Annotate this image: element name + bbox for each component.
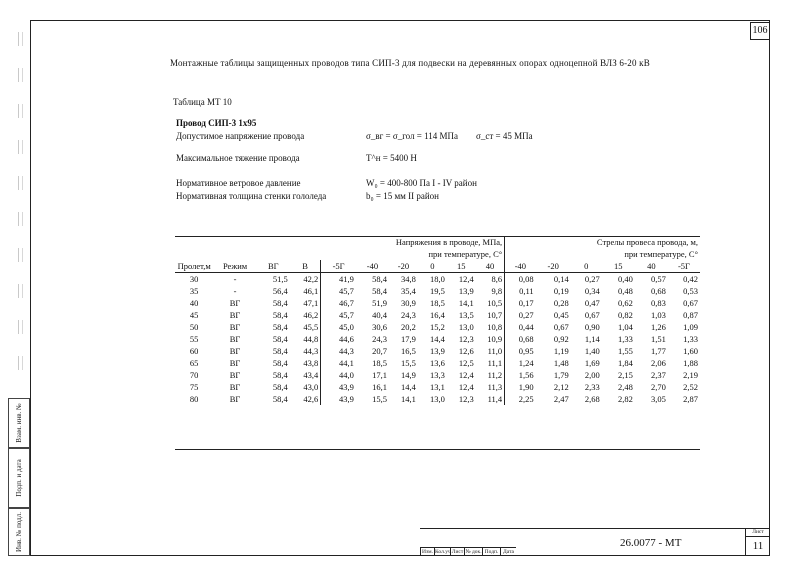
- table-cell: 20,2: [401, 322, 416, 332]
- table-cell: 13,9: [429, 346, 445, 356]
- faint-mark: [18, 32, 23, 46]
- table-cell: 40: [189, 298, 199, 308]
- table-cell: 11,4: [476, 393, 505, 405]
- table-cell: 13,0: [429, 394, 445, 404]
- column-header: 0: [418, 260, 447, 273]
- table-cell: 2,00: [584, 370, 600, 380]
- table-cell: 43,0: [290, 381, 321, 393]
- table-cell: 1,60: [683, 346, 698, 356]
- faint-mark: [18, 140, 23, 154]
- wire-label: Провод СИП-3 1х95: [176, 118, 257, 128]
- table-cell: 0,68: [651, 286, 666, 296]
- table-cell: 16,1: [372, 382, 387, 392]
- table-cell: 1,09: [683, 322, 698, 332]
- tension-group-heading-1: Напряжения в проводе, МПа,: [175, 236, 505, 248]
- table-cell: 58,4: [272, 346, 288, 356]
- table-cell: 80: [189, 394, 199, 404]
- table-cell: 43,4: [290, 369, 321, 381]
- table-cell: 58,4: [272, 394, 288, 404]
- table-cell: 42,6: [290, 393, 321, 405]
- table-cell: 34,8: [401, 274, 416, 284]
- sag-group-heading-1: Стрелы провеса провода, м,: [596, 237, 698, 247]
- column-header: 0: [571, 260, 602, 273]
- table-cell: 1,40: [584, 346, 600, 356]
- allowed-stress-value: σ_вг = σ_гол = 114 МПа: [366, 131, 459, 141]
- sheet-label: Лист: [746, 528, 770, 537]
- table-cell: ВГ: [229, 394, 241, 404]
- header-group-row-1: [175, 236, 700, 248]
- table-cell: 2,06: [651, 358, 666, 368]
- table-cell: 0,92: [553, 334, 569, 344]
- table-cell: 41,9: [339, 274, 354, 284]
- table-cell: 16,4: [429, 310, 445, 320]
- faint-mark: [18, 356, 23, 370]
- stamp-cell: Лист: [451, 549, 464, 555]
- table-cell: 12,6: [458, 346, 474, 356]
- table-cell: 55: [189, 334, 199, 344]
- ice-label: Нормативная толщина стенки гололеда: [176, 191, 327, 201]
- table-cell: 15,5: [401, 358, 416, 368]
- table-cell: 30,9: [401, 298, 416, 308]
- table-cell: 44,8: [290, 333, 321, 345]
- table-cell: 35,4: [401, 286, 416, 296]
- table-cell: ВГ: [229, 358, 241, 368]
- table-cell: ВГ: [229, 370, 241, 380]
- table-cell: 10,9: [476, 333, 505, 345]
- table-cell: 0,95: [518, 346, 534, 356]
- table-cell: 44,1: [339, 358, 354, 368]
- table-cell: 1,14: [584, 334, 600, 344]
- table-cell: 12,4: [458, 382, 474, 392]
- table-cell: 51,5: [272, 274, 288, 284]
- table-cell: 24,3: [401, 310, 416, 320]
- table-cell: 0,87: [683, 310, 698, 320]
- column-header: В: [290, 260, 321, 273]
- table-cell: 0,17: [518, 298, 534, 308]
- table-body: [175, 273, 700, 406]
- table-cell: 51,9: [372, 298, 387, 308]
- table-cell: ВГ: [229, 310, 241, 320]
- table-cell: 15,2: [429, 322, 445, 332]
- table-cell: 1,69: [584, 358, 600, 368]
- table-cell: 45,7: [339, 286, 354, 296]
- table-cell: ВГ: [229, 346, 241, 356]
- table-cell: 3,05: [651, 394, 666, 404]
- table-cell: 1,03: [651, 310, 666, 320]
- table-cell: 12,3: [458, 394, 474, 404]
- sheet-number: 11: [752, 540, 764, 552]
- faint-mark: [18, 320, 23, 334]
- faint-mark: [18, 176, 23, 190]
- faint-mark: [18, 104, 23, 118]
- table-cell: 58,4: [272, 370, 288, 380]
- table-cell: 40,4: [372, 310, 387, 320]
- faint-mark: [18, 248, 23, 262]
- left-binding-strip: [8, 20, 30, 556]
- table-cell: 0,48: [617, 286, 633, 296]
- table-cell: ВГ: [229, 322, 241, 332]
- strip-cell-sign-date: [8, 448, 30, 508]
- table-cell: 1,19: [553, 346, 569, 356]
- table-cell: 24,3: [372, 334, 387, 344]
- table-cell: 1,04: [617, 322, 633, 332]
- table-cell: 1,79: [553, 370, 569, 380]
- page-number: 106: [750, 22, 770, 40]
- table-row: [175, 345, 700, 357]
- max-tension-value: Т^н = 5400 Н: [366, 153, 417, 163]
- max-tension-label: Максимальное тяжение провода: [176, 153, 300, 163]
- table-cell: 58,4: [272, 298, 288, 308]
- table-cell: 1,51: [651, 334, 666, 344]
- table-cell: 44,6: [339, 334, 354, 344]
- table-cell: 0,45: [553, 310, 569, 320]
- column-header: 40: [635, 260, 668, 273]
- table-cell: 18,5: [372, 358, 387, 368]
- table-cell: 18,0: [429, 274, 445, 284]
- table-cell: 12,4: [458, 370, 474, 380]
- table-cell: 0,83: [651, 298, 666, 308]
- table-cell: 2,82: [617, 394, 633, 404]
- table-cell: 58,4: [272, 358, 288, 368]
- table-cell: 1,26: [651, 322, 666, 332]
- table-cell: 44,0: [339, 370, 354, 380]
- strip-label-inv-orig: Инв. № подл.: [15, 512, 23, 552]
- table-cell: 58,4: [272, 382, 288, 392]
- table-cell: 0,28: [553, 298, 569, 308]
- table-cell: 56,4: [272, 286, 288, 296]
- table-cell: 0,27: [518, 310, 534, 320]
- table-cell: 13,3: [429, 370, 445, 380]
- table-row: [175, 333, 700, 345]
- table-cell: 11,0: [476, 345, 505, 357]
- wind-label: Нормативное ветровое давление: [176, 178, 301, 188]
- table-cell: 0,62: [617, 298, 633, 308]
- stamp-cell: Подп.: [482, 547, 500, 556]
- table-cell: 14,4: [429, 334, 445, 344]
- table-cell: 43,9: [339, 382, 354, 392]
- column-header: -40: [356, 260, 389, 273]
- table-cell: -: [233, 286, 237, 296]
- table-cell: 2,48: [617, 382, 633, 392]
- table-cell: 2,19: [683, 370, 698, 380]
- table-cell: 1,33: [683, 334, 698, 344]
- table-cell: 0,08: [518, 274, 534, 284]
- column-header: 40: [476, 260, 505, 273]
- table-cell: 70: [189, 370, 199, 380]
- table-cell: 60: [189, 346, 199, 356]
- table-cell: 2,33: [584, 382, 600, 392]
- table-row: [175, 285, 700, 297]
- column-header: -5Г: [321, 260, 356, 273]
- table-cell: 58,4: [272, 334, 288, 344]
- table-cell: 30,6: [372, 322, 387, 332]
- table-cell: 13,1: [429, 382, 445, 392]
- table-cell: 0,34: [584, 286, 600, 296]
- table-cell: 2,52: [683, 382, 698, 392]
- table-cell: 75: [189, 382, 199, 392]
- table-cell: 2,25: [518, 394, 534, 404]
- table-cell: 1,90: [518, 382, 534, 392]
- table-cell: 0,68: [518, 334, 534, 344]
- stamp-cell: № док.: [465, 549, 482, 555]
- title-block-stamp: [420, 528, 770, 556]
- table-cell: 14,9: [401, 370, 416, 380]
- table-cell: 1,24: [518, 358, 534, 368]
- table-cell: 58,4: [272, 322, 288, 332]
- table-cell: 11,3: [476, 381, 505, 393]
- column-header: 15: [602, 260, 635, 273]
- table-cell: 2,70: [651, 382, 666, 392]
- table-cell: 12,5: [458, 358, 474, 368]
- table-cell: 0,19: [553, 286, 569, 296]
- table-cell: 13,0: [458, 322, 474, 332]
- faint-mark: [18, 284, 23, 298]
- table-cell: 45: [189, 310, 199, 320]
- table-cell: 15,5: [372, 394, 387, 404]
- table-cell: 0,57: [651, 274, 666, 284]
- faint-mark: [18, 212, 23, 226]
- table-cell: 50: [189, 322, 199, 332]
- table-cell: 45,0: [339, 322, 354, 332]
- table-row: [175, 369, 700, 381]
- table-cell: 30: [189, 274, 199, 284]
- strip-cell-inv-sub: [8, 398, 30, 448]
- strip-label-sign-date: Подп. и дата: [15, 459, 23, 497]
- column-header: ВГ: [257, 260, 290, 273]
- table-cell: 1,48: [553, 358, 569, 368]
- table-cell: 1,88: [683, 358, 698, 368]
- table-cell: 1,84: [617, 358, 633, 368]
- column-header: -40: [505, 260, 536, 273]
- table-cell: 17,9: [401, 334, 416, 344]
- table-cell: 0,47: [584, 298, 600, 308]
- allowed-stress-label: Допустимое напряжение провода: [176, 131, 305, 141]
- table-cell: 58,4: [272, 310, 288, 320]
- table-row: [175, 273, 700, 286]
- table-row: [175, 381, 700, 393]
- stamp-cell: Изм.: [420, 547, 434, 556]
- table-cell: 0,27: [584, 274, 600, 284]
- table-cell: 0,67: [553, 322, 569, 332]
- table-cell: 8,6: [476, 273, 505, 286]
- column-header: 15: [447, 260, 476, 273]
- table-cell: 0,42: [683, 274, 698, 284]
- table-cell: 0,90: [584, 322, 600, 332]
- table-cell: 2,68: [584, 394, 600, 404]
- table-cell: 43,8: [290, 357, 321, 369]
- table-row: [175, 393, 700, 405]
- table-cell: 10,7: [476, 309, 505, 321]
- table-cell: 10,5: [476, 297, 505, 309]
- table-cell: 43,9: [339, 394, 354, 404]
- table-cell: 58,4: [372, 286, 387, 296]
- table-cell: 13,5: [458, 310, 474, 320]
- table-row: [175, 297, 700, 309]
- sag-group-heading-2: при температуре, С°: [624, 249, 698, 259]
- tension-group-heading-2: при температуре, С°: [175, 248, 505, 260]
- table-cell: 1,56: [518, 370, 534, 380]
- table-cell: 19,5: [429, 286, 445, 296]
- table-cell: ВГ: [229, 334, 241, 344]
- table-cell: 0,14: [553, 274, 569, 284]
- table-cell: 0,44: [518, 322, 534, 332]
- table-cell: 17,1: [372, 370, 387, 380]
- ice-value: b₀ = 15 мм II район: [366, 191, 439, 201]
- table-cell: 46,1: [290, 285, 321, 297]
- table-cell: 10,8: [476, 321, 505, 333]
- header-group-row-2: [175, 248, 700, 260]
- table-row: [175, 357, 700, 369]
- table-cell: 9,8: [476, 285, 505, 297]
- table-cell: 14,1: [458, 298, 474, 308]
- table-cell: 0,11: [519, 286, 534, 296]
- table-cell: 18,5: [429, 298, 445, 308]
- table-cell: 44,3: [290, 345, 321, 357]
- table-cell: 46,2: [290, 309, 321, 321]
- table-cell: 12,3: [458, 334, 474, 344]
- table-cell: 2,15: [617, 370, 633, 380]
- table-cell: 35: [189, 286, 199, 296]
- stamp-cell: Дата: [500, 547, 516, 556]
- table-cell: 0,67: [683, 298, 698, 308]
- table-cell: 1,33: [617, 334, 633, 344]
- mounting-table: [175, 236, 700, 405]
- table-cell: 1,55: [617, 346, 633, 356]
- table-cell: 47,1: [290, 297, 321, 309]
- table-cell: 44,3: [339, 346, 354, 356]
- table-cell: 45,5: [290, 321, 321, 333]
- faint-mark: [18, 68, 23, 82]
- table-cell: -: [233, 274, 237, 284]
- table-cell: 13,9: [458, 286, 474, 296]
- table-cell: 0,53: [683, 286, 698, 296]
- table-row: [175, 321, 700, 333]
- table-cell: 16,5: [401, 346, 416, 356]
- table-cell: 14,1: [401, 394, 416, 404]
- table-cell: 2,87: [683, 394, 698, 404]
- table-cell: 2,47: [553, 394, 569, 404]
- strip-label-inv-sub: Взам. инв. №: [15, 403, 23, 443]
- table-cell: 0,40: [617, 274, 633, 284]
- table-cell: ВГ: [229, 298, 241, 308]
- column-header: -5Г: [668, 260, 700, 273]
- table-cell: 2,12: [553, 382, 569, 392]
- table-cell: 20,7: [372, 346, 387, 356]
- table-cell: 14,4: [401, 382, 416, 392]
- table-cell: 0,67: [584, 310, 600, 320]
- table-cell: 11,1: [476, 357, 505, 369]
- column-header: -20: [536, 260, 571, 273]
- strip-cell-inv-orig: [8, 508, 30, 556]
- sheet-box: [745, 528, 770, 556]
- table-cell: 13,6: [429, 358, 445, 368]
- table-row: [175, 309, 700, 321]
- table-cell: 0,82: [617, 310, 633, 320]
- table-cell: 42,2: [290, 273, 321, 286]
- document-code: 26.0077 - МТ: [620, 537, 682, 549]
- document-title: Монтажные таблицы защищенных проводов типа СИП-3 для подвески на деревянных опорах одноцепной ВЛЗ 6-20 кВ: [170, 58, 650, 68]
- table-label: Таблица МТ 10: [173, 97, 232, 107]
- column-header: Пролет,м: [175, 260, 213, 273]
- stamp-cell: Кол.уч: [435, 549, 451, 555]
- table-cell: 11,2: [476, 369, 505, 381]
- table-cell: 45,7: [339, 310, 354, 320]
- table-cell: 1,77: [651, 346, 666, 356]
- column-header: -20: [389, 260, 418, 273]
- table-cell: 65: [189, 358, 199, 368]
- column-header: Режим: [213, 260, 256, 273]
- table-cell: 46,7: [339, 298, 354, 308]
- table-cell: ВГ: [229, 382, 241, 392]
- table-cell: 12,4: [458, 274, 474, 284]
- column-header-row: [175, 260, 700, 273]
- table-cell: 2,37: [651, 370, 666, 380]
- allowed-stress-value-2: σ_ст = 45 МПа: [476, 131, 533, 141]
- wind-value: W₀ = 400-800 Па I - IV район: [366, 178, 477, 188]
- table-cell: 58,4: [372, 274, 387, 284]
